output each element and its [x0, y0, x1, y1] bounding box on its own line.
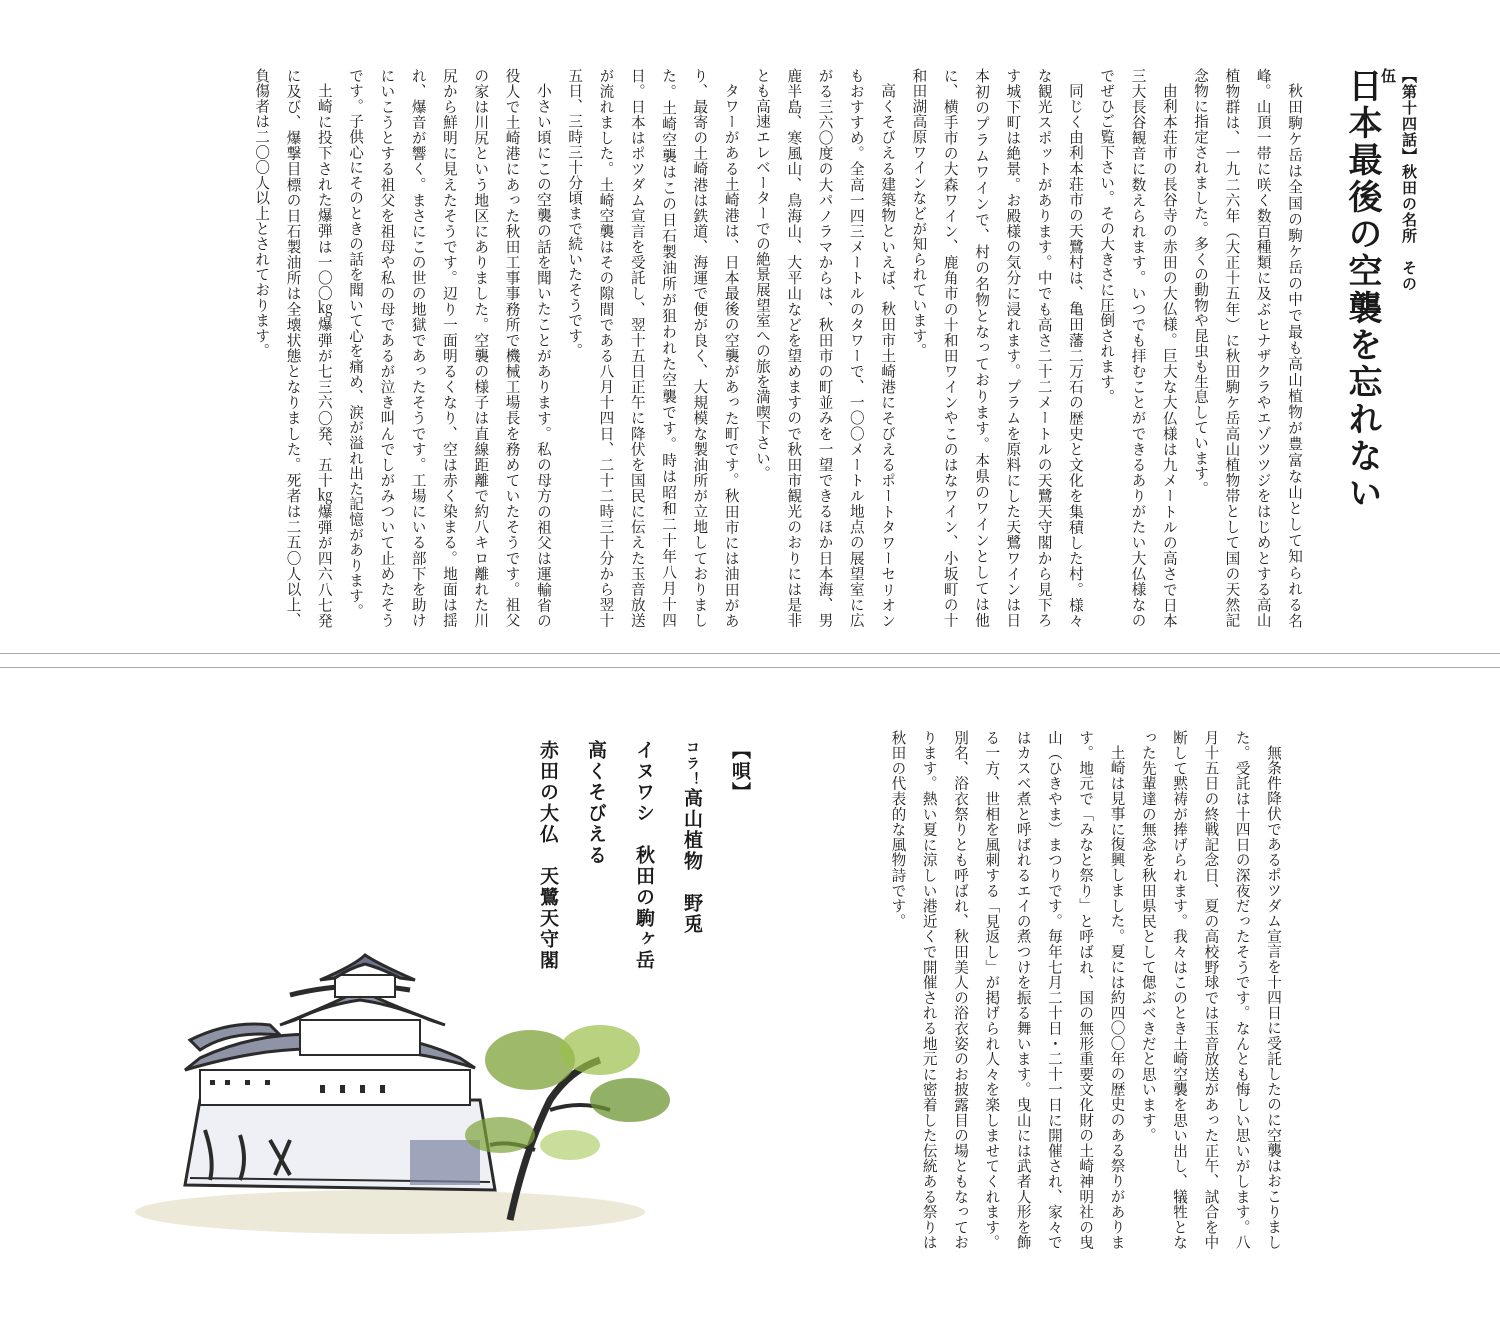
song-line-2: イヌワシ 秋田の駒ヶ岳	[633, 740, 655, 971]
song-verse	[537, 740, 764, 980]
song-prefix: コラ！	[684, 740, 700, 788]
paragraph: 小さい頃にこの空襲の話を聞いたことがあります。私の母方の祖父は運輸省の役人で土崎港にあった秋田工事事務所で機械工場長を務めていたそうです。祖父の家は川尻という地区にありました。空襲の様子は直線距離で約八キロ離れた川尻から鮮明に見えたそうです。辺り一面明るくなり、空は赤く染まる。地面は揺れ、爆音が響く。まさにこの世の地獄であったそうです。工場にいる部下を助けにいこうとする祖父を祖母や私の母であるが泣き叫んでしがみついて止めたそうです。子供心にそのときの話を聞いて心を痛め、涙が溢れ出た記憶があります。	[347, 68, 552, 628]
article-body-continued	[885, 730, 1289, 1265]
paragraph: 由利本荘市の長谷寺の赤田の大仏様。巨大な大仏様は九メートルの高さで日本三大長谷観音に数えられます。いつでも拝むことができるありがたい大仏様なのでぜひご覧下さい。その大きさに圧倒されます。	[1098, 68, 1178, 628]
song-line-3: 高くそびえる	[585, 740, 607, 866]
paragraph: 無条件降伏であるポツダム宣言を十四日に受託したのに空襲はおこりました。受託は十四日の深夜だったそうです。なんとも悔しい思いがします。八月十五日の終戦記念日、夏の高校野球では玉音放送があった正午、試合を中断して黙祷が捧げられます。我々はこのとき土崎空襲を思い出し、犠牲となった先輩達の無念を秋田県民として偲ぶべきだと思います。	[1139, 730, 1282, 1251]
article-body	[228, 68, 1310, 628]
castle-illustration	[130, 950, 690, 1240]
paragraph: タワーがある土崎港は、日本最後の空襲があった町です。秋田市には油田があり、最寄の土崎港は鉄道、海運で便が良く、大規模な製油所が立地しておりました。土崎空襲はこの日石製油所が狙われた空襲です。時は昭和二十年八月十四日。日本はポツダム宣言を受託し、翌十五日正午に降伏を国民に伝えた玉音放送が流れました。土崎空襲はその隙間である八月十四日、二十二時三十分から翌十五日、三時三十分頃まで続いたそうです。	[566, 68, 740, 628]
series-name: 秋田の名所	[1400, 164, 1418, 244]
song-line-1: 高山植物 野兎	[681, 788, 703, 935]
series-number: その伍	[1379, 68, 1418, 292]
paragraph: 同じく由利本荘市の天鷺村は、亀田藩二万石の歴史と文化を集積した村。様々な観光スポットがあります。中でも高さ二十二メートルの天鷺天守閣から見下ろす城下町は絶景。お殿様の気分に浸れます。プラムを原料にした天鷺ワインは日本初のプラムワインで、村の名物となっております。本県のワインとしては他に、横手市の大森ワイン、鹿角市の十和田ワインやこのはなワイン、小坂町の十和田湖高原ワインなどが知られています。	[910, 68, 1084, 628]
page-title: 日本最後の空襲を忘れない	[1342, 68, 1382, 512]
song-line-4: 赤田の大仏 天鷺天守閣	[537, 740, 559, 971]
page-top	[0, 0, 1500, 654]
song-label: 【唄】	[729, 740, 751, 803]
ground-wash	[135, 1190, 645, 1234]
paragraph: 秋田駒ケ岳は全国の駒ケ岳の中で最も高山植物が豊富な山として知られる名峰。山頂一帯に咲く数百種類に及ぶヒナザクラやエゾツツジをはじめとする高山植物群は、一九二六年（大正十五年）に秋田駒ケ岳高山植物帯として国の天然記念物に指定されました。多くの動物や昆虫も生息しています。	[1192, 68, 1303, 628]
paragraph: 土崎に投下された爆弾は一〇〇㎏爆弾が七三六〇発、五十㎏爆弾が四六八七発に及び、爆撃目標の日石製油所は全壊状態となりました。死者は二五〇人以上、負傷者は二〇〇人以上とされております。	[253, 68, 333, 628]
paragraph: 高くそびえる建築物といえば、秋田市土崎港にそびえるポートタワーセリオンもおすすめ。全高一四三メートルのタワーで、一〇〇メートル地点の展望室に広がる三六〇度の大パノラマからは、秋田市の町並みを一望できるほか日本海、男鹿半島、寒風山、鳥海山、大平山などを望めますので秋田市観光のおりには是非とも高速エレベーターでの絶景展望室への旅を満喫下さい。	[753, 68, 897, 628]
series-label: 【第十四話】	[1400, 68, 1418, 164]
song-line	[668, 740, 716, 980]
paragraph: 土崎は見事に復興しました。夏には約四〇〇年の歴史のある祭りがあります。地元で「みなと祭り」と呼ばれ、国の無形重要文化財の土崎神明社の曳山（ひきやま）まつりです。毎年七月二十日・二十一日に開催され、家々ではカスベ煮と呼ばれるエイの煮つけを振る舞います。曳山には武者人形を飾る一方、世相を風刺する「見返し」が掲げられ人々を楽しませてくれます。別名、浴衣祭りとも呼ばれ、秋田美人の浴衣姿のお披露目の場ともなっております。熱い夏に涼しい港近くで開催される地元に密着した伝統ある祭りは秋田の代表的な風物詩です。	[889, 730, 1126, 1251]
lower-building	[200, 1070, 470, 1105]
